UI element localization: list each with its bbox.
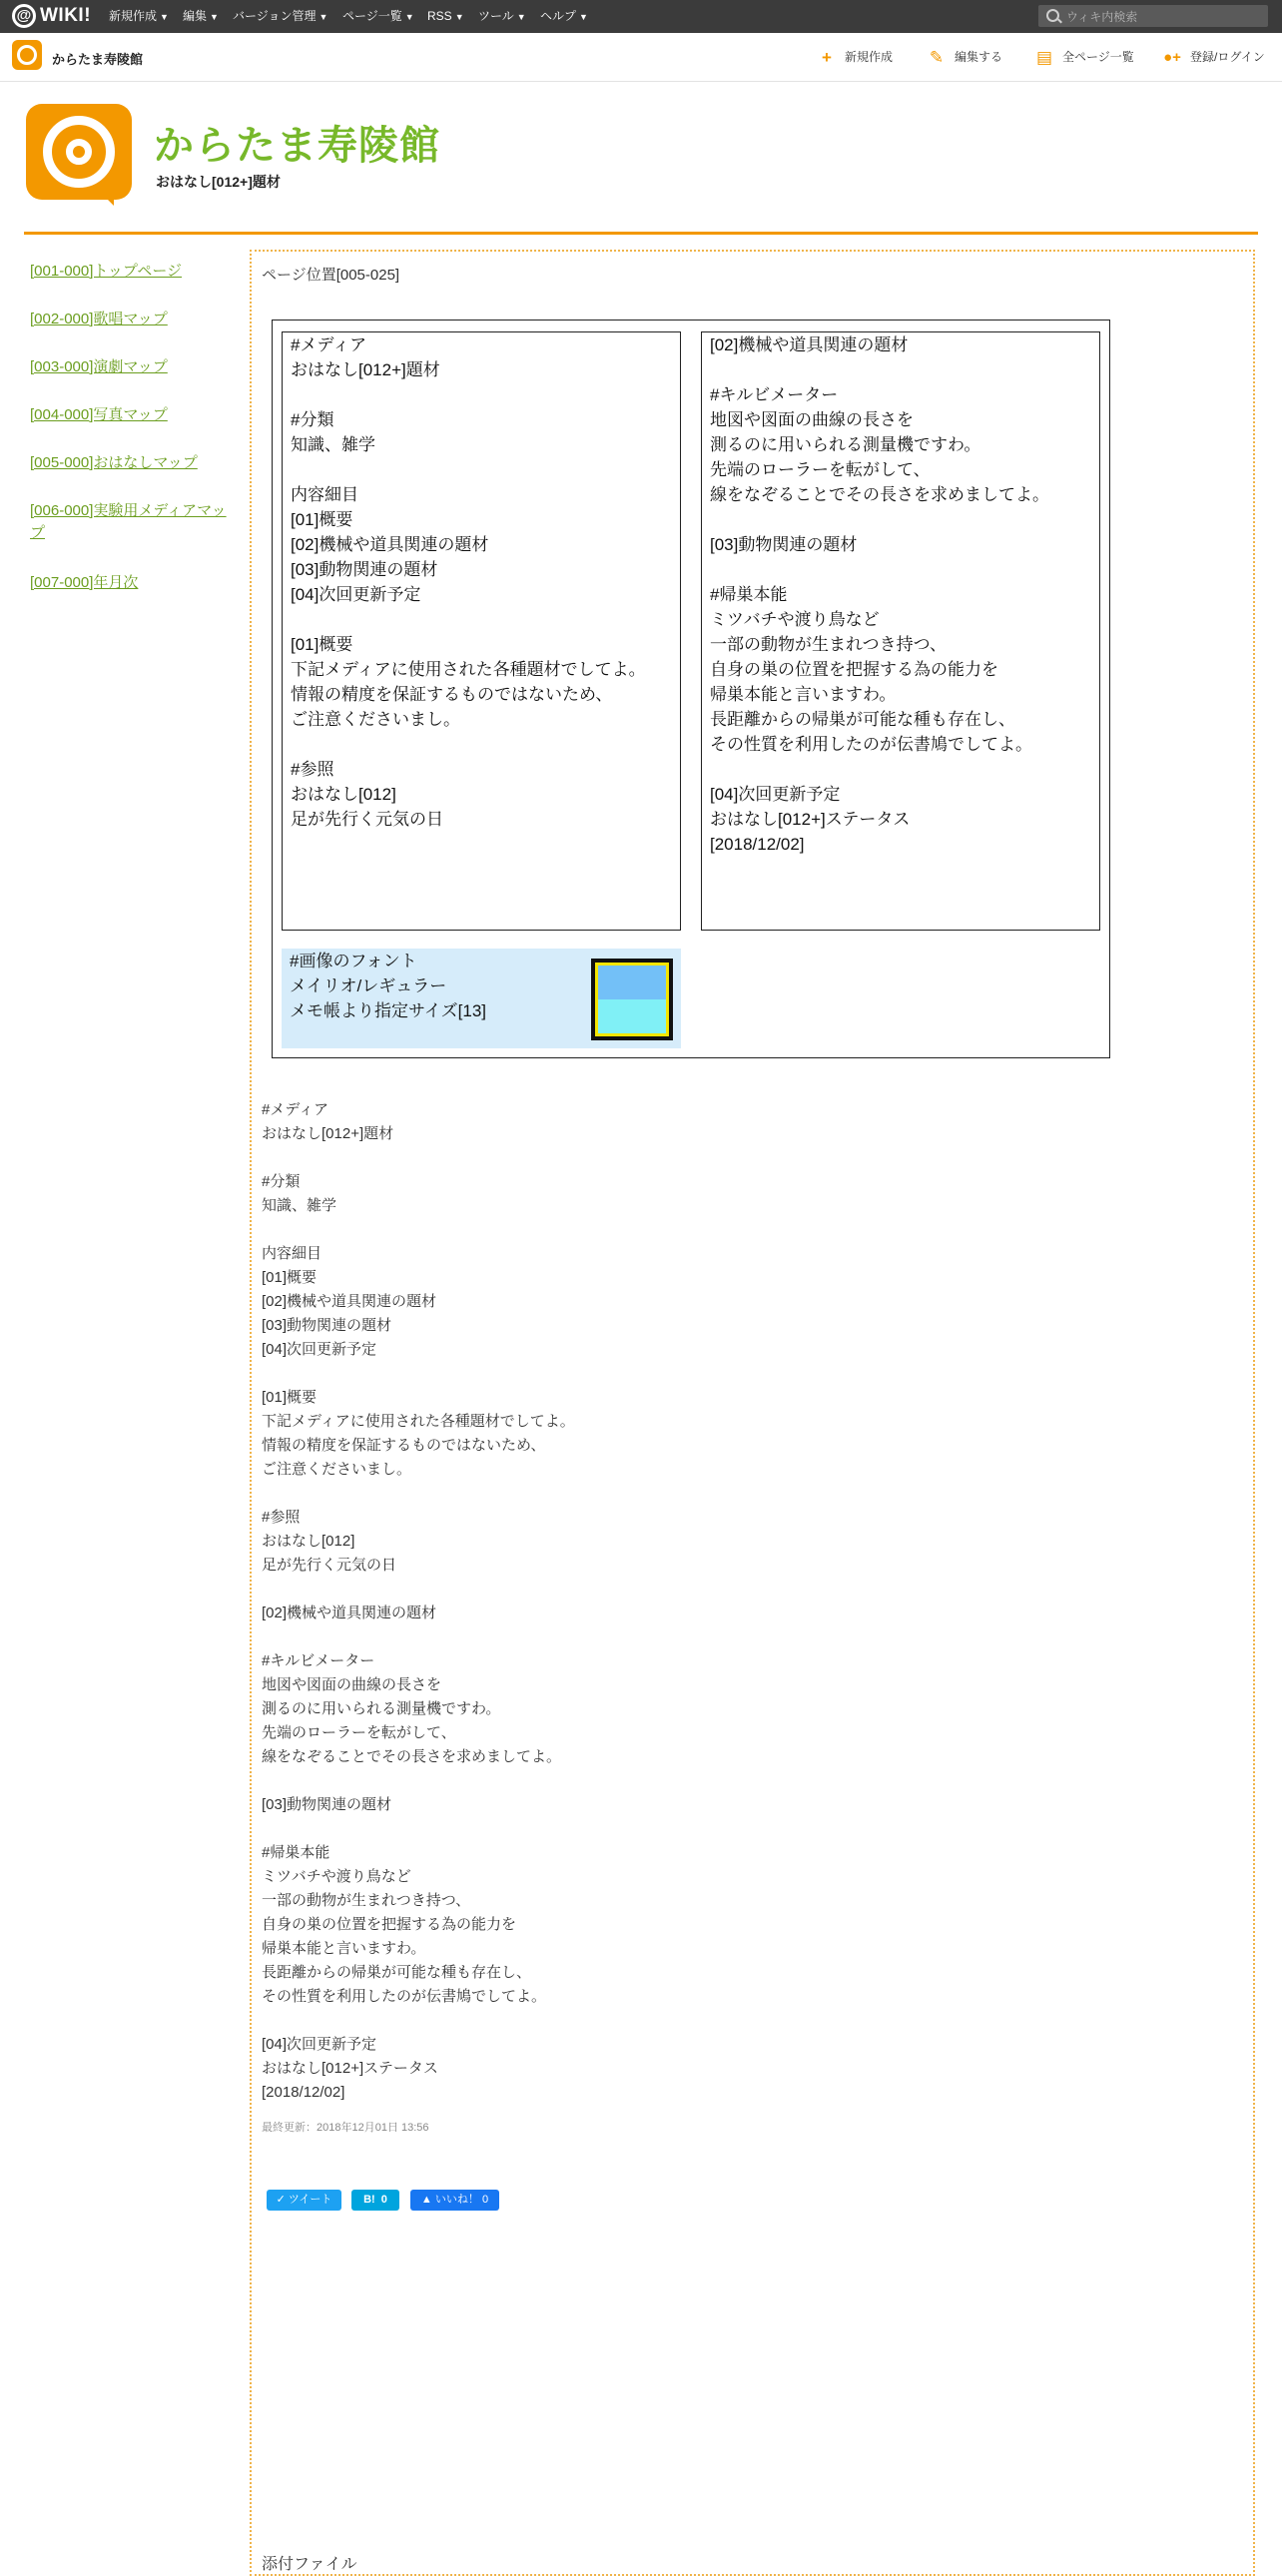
- atwiki-logo-text[interactable]: WIKI!: [40, 5, 92, 26]
- chevron-down-icon: ▼: [210, 12, 219, 22]
- chevron-down-icon: ▼: [404, 12, 414, 22]
- hatena-count: 0: [380, 2194, 387, 2206]
- facebook-like-button[interactable]: [410, 2190, 499, 2211]
- menu-help-label: ヘルプ: [540, 9, 577, 23]
- chevron-down-icon: ▼: [160, 12, 169, 22]
- tweet-button[interactable]: [267, 2190, 341, 2211]
- site-logo-icon[interactable]: [26, 104, 132, 200]
- search-box: [1038, 5, 1268, 27]
- site-name-link[interactable]: からたま寿陵館: [52, 52, 144, 67]
- new-page-label: 新規作成: [845, 50, 894, 64]
- sidebar-item-top[interactable]: [001-000]トップページ: [30, 263, 183, 280]
- atwiki-logo-icon[interactable]: @: [12, 4, 36, 28]
- menu-edit[interactable]: [183, 0, 219, 33]
- last-updated: 最終更新：2018年12月01日 13:56: [262, 2122, 429, 2134]
- menu-new-label: 新規作成: [109, 9, 158, 23]
- edit-page-label: 編集する: [955, 50, 1003, 64]
- sidebar-item-song-map[interactable]: [002-000]歌唱マップ: [30, 311, 168, 327]
- page-position: ページ位置[005-025]: [262, 267, 400, 284]
- font-info-panel: [282, 949, 681, 1048]
- menu-rss[interactable]: [427, 0, 464, 33]
- sidebar-item-media-map[interactable]: [006-000]実験用メディアマップ: [30, 502, 227, 541]
- menu-edit-label: 編集: [183, 9, 208, 23]
- thumbs-up-icon: ▲: [420, 2194, 432, 2206]
- page-title: おはなし[012+]題材: [156, 174, 281, 190]
- chevron-down-icon: ▼: [454, 12, 464, 22]
- menu-tools[interactable]: [478, 0, 526, 33]
- tweet-label: ツイート: [288, 2194, 332, 2206]
- twitter-bird-icon: ✓: [276, 2194, 286, 2206]
- all-pages-button[interactable]: [1034, 47, 1134, 67]
- all-pages-label: 全ページ一覧: [1062, 50, 1134, 64]
- sidebar-item-photo-map[interactable]: [004-000]写真マップ: [30, 406, 168, 423]
- site-bar: [0, 33, 1282, 82]
- document-icon: ▤: [1035, 47, 1053, 67]
- search-icon[interactable]: [1046, 9, 1059, 22]
- site-icon[interactable]: [12, 40, 42, 70]
- article-body: #メディア おはなし[012+]題材 #分類 知識、雑学 内容細目 [01]概要 [02]機械や道具関連の題材 [03]動物関連の題材 [04]次回更新予定 [01]概要 下記メディアに使用された各種題材でしてよ。 情報の精度を保証するものではないため、 ご注意くださいまし。 #参照 おはなし[012] 足が先行く元気の日 [02]機械や道具関連の題材 #キルビメーター 地図や図面の曲線の長さを 測るのに用いられる測量機ですわ。 先端のローラーを転がして、 線をなぞることでその長さを求めましてよ。 [03]動物関連の題材 #帰巣本能 ミツバチや渡り鳥など 一部の動物が生まれつき持つ、 自身の巣の位置を把握する為の能力を 帰巣本能と言いますわ。 長距離からの帰巣が可能な種も存在し、 その性質を利用したのが伝書鳩でしてよ。 [04]次回更新予定 おはなし[012+]ステータス [2018/12/02]: [262, 1101, 575, 2101]
- media-box-left: #メディア おはなし[012+]題材 #分類 知識、雑学 内容細目 [01]概要 [02]機械や道具関連の題材 [03]動物関連の題材 [04]次回更新予定 [01]概要 下記メディアに使用された各種題材でしてよ。 情報の精度を保証するものではないため、 ご注意くださいまし。 #参照 おはなし[012] 足が先行く元気の日: [282, 331, 681, 931]
- swatch-top: [598, 966, 666, 999]
- new-page-button[interactable]: [817, 47, 893, 67]
- plus-icon: +: [822, 47, 832, 67]
- menu-pages[interactable]: [342, 0, 414, 33]
- hatena-label: B!: [363, 2194, 375, 2206]
- sidebar-item-story-map[interactable]: [005-000]おはなしマップ: [30, 454, 198, 471]
- swatch-bottom: [598, 999, 666, 1033]
- chevron-down-icon: ▼: [319, 12, 328, 22]
- hatena-bookmark-button[interactable]: [351, 2190, 399, 2211]
- menu-tools-label: ツール: [478, 9, 514, 23]
- font-info-text: #画像のフォント メイリオ/レギュラー メモ帳より指定サイズ[13]: [290, 952, 486, 1020]
- menu-pages-label: ページ一覧: [342, 9, 402, 23]
- sidebar-item-drama-map[interactable]: [003-000]演劇マップ: [30, 358, 168, 375]
- chevron-down-icon: ▼: [516, 12, 526, 22]
- media-box-right: [02]機械や道具関連の題材 #キルビメーター 地図や図面の曲線の長さを 測るのに用いられる測量機ですわ。 先端のローラーを転がして、 線をなぞることでその長さを求めましてよ。 [03]動物関連の題材 #帰巣本能 ミツバチや渡り鳥など 一部の動物が生まれつき持つ、 自身の巣の位置を把握する為の能力を 帰巣本能と言いますわ。 長距離からの帰巣が可能な種も存在し、 その性質を利用したのが伝書鳩でしてよ。 [04]次回更新予定 おはなし[012+]ステータス [2018/12/02]: [701, 331, 1100, 931]
- menu-new[interactable]: [109, 0, 169, 33]
- like-count: 0: [481, 2194, 489, 2206]
- color-swatch: [591, 959, 673, 1040]
- menu-help[interactable]: [540, 0, 588, 33]
- user-add-icon: ●+: [1163, 48, 1181, 66]
- menu-version-label: バージョン管理: [233, 9, 317, 23]
- pencil-icon: ✎: [929, 47, 945, 67]
- global-topbar: [0, 0, 1282, 33]
- edit-page-button[interactable]: [927, 47, 1002, 67]
- sidebar-item-monthly[interactable]: [007-000]年月次: [30, 574, 139, 591]
- search-input[interactable]: [1064, 5, 1266, 29]
- like-label: いいね！: [434, 2194, 479, 2206]
- menu-version[interactable]: [233, 0, 327, 33]
- header-divider: [24, 232, 1258, 235]
- attachments-heading: 添付ファイル: [262, 2556, 357, 2573]
- register-login-button[interactable]: [1162, 47, 1265, 67]
- chevron-down-icon: ▼: [579, 12, 588, 22]
- site-title[interactable]: からたま寿陵館: [154, 124, 440, 168]
- menu-rss-label: RSS: [427, 9, 452, 23]
- register-login-label: 登録/ログイン: [1190, 50, 1265, 64]
